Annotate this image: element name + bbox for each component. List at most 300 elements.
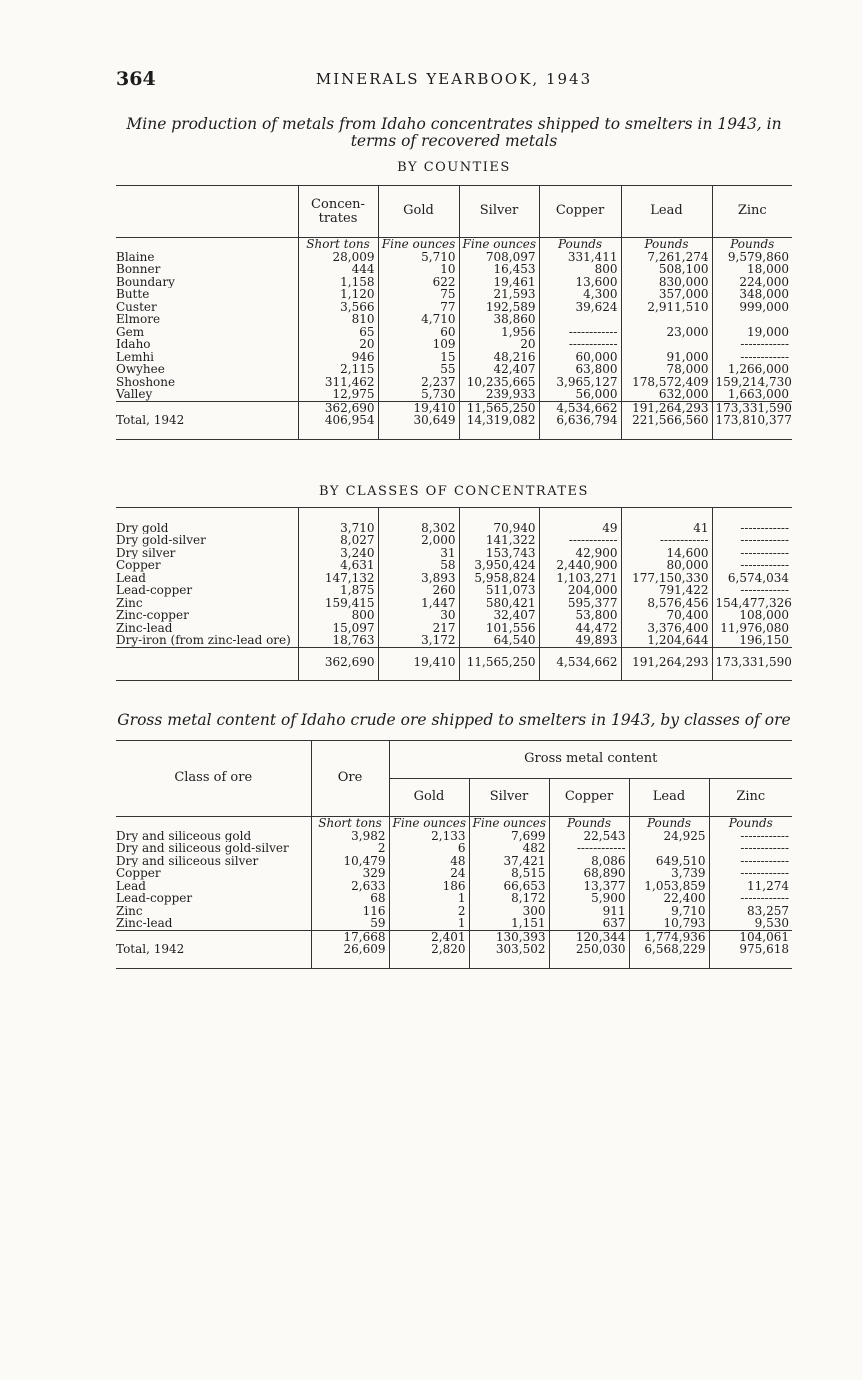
row-value: 9,579,860 xyxy=(712,251,792,264)
row-value: 58 xyxy=(378,559,459,572)
unit-label: Pounds xyxy=(629,817,709,830)
row-value: 1,158 xyxy=(298,276,378,289)
row-value: 8,086 xyxy=(549,855,629,868)
row-value: 3,950,424 xyxy=(459,559,539,572)
table-row xyxy=(116,609,792,622)
row-value: 329 xyxy=(311,867,389,880)
table-row xyxy=(116,338,792,351)
row-value: 153,743 xyxy=(459,547,539,560)
row-value: 19,410 xyxy=(378,401,459,414)
row-label: Boundary xyxy=(116,275,175,288)
row-value: ------------ xyxy=(712,534,792,547)
row-value: 999,000 xyxy=(712,301,792,314)
row-value: 173,331,590 xyxy=(712,401,792,414)
row-value: 11,274 xyxy=(709,880,792,893)
row-label: Dry silver xyxy=(116,546,176,559)
row-value: 108,000 xyxy=(712,609,792,622)
row-value: 791,422 xyxy=(621,584,712,597)
table-row xyxy=(116,917,792,930)
row-value: 2,115 xyxy=(298,363,378,376)
row-value: 39,624 xyxy=(539,301,621,314)
row-value: 2 xyxy=(311,842,389,855)
row-value: 2,820 xyxy=(389,943,469,968)
row-value: 3,965,127 xyxy=(539,376,621,389)
row-label: Total, 1942 xyxy=(116,414,185,427)
row-value: 141,322 xyxy=(459,534,539,547)
row-value: 8,515 xyxy=(469,867,549,880)
table-row xyxy=(116,830,792,843)
row-value: 49,893 xyxy=(539,634,621,647)
row-label: Dry gold xyxy=(116,521,169,534)
row-value: 482 xyxy=(469,842,549,855)
row-value: 406,954 xyxy=(298,414,378,439)
header-copper: Copper xyxy=(539,186,621,238)
row-value: 946 xyxy=(298,351,378,364)
section-by-counties: BY COUNTIES xyxy=(397,160,511,175)
units-row xyxy=(116,817,792,830)
row-value: 70,940 xyxy=(459,522,539,535)
row-value: 1,774,936 xyxy=(629,930,709,943)
header-lead: Lead xyxy=(621,186,712,238)
row-value: 49 xyxy=(539,522,621,535)
row-value: 6,636,794 xyxy=(539,414,621,439)
row-value: 48 xyxy=(389,855,469,868)
row-value: 2,401 xyxy=(389,930,469,943)
row-value: 7,699 xyxy=(469,830,549,843)
table-row xyxy=(116,892,792,905)
row-label: Blaine xyxy=(116,250,155,263)
row-value: 191,264,293 xyxy=(621,401,712,414)
row-label: Lead xyxy=(116,571,146,584)
row-value: 42,407 xyxy=(459,363,539,376)
table-row xyxy=(116,301,792,314)
row-value: 6,574,034 xyxy=(712,572,792,585)
row-value: 13,600 xyxy=(539,276,621,289)
row-value: 2,911,510 xyxy=(621,301,712,314)
row-value: 311,462 xyxy=(298,376,378,389)
total-row xyxy=(116,647,792,681)
row-label: Zinc-lead xyxy=(116,621,173,634)
row-value: 1,103,271 xyxy=(539,572,621,585)
row-value: 511,073 xyxy=(459,584,539,597)
row-value: ------------ xyxy=(712,338,792,351)
row-value: 830,000 xyxy=(621,276,712,289)
spacer-row xyxy=(116,508,792,522)
row-value: ------------ xyxy=(539,338,621,351)
row-value: 911 xyxy=(549,905,629,918)
row-value: 173,331,590 xyxy=(712,647,792,681)
row-value: 1,204,644 xyxy=(621,634,712,647)
row-value: ------------ xyxy=(709,855,792,868)
row-value: 649,510 xyxy=(629,855,709,868)
row-value: 2,000 xyxy=(378,534,459,547)
row-label xyxy=(116,238,298,251)
header-silver: Silver xyxy=(469,779,549,817)
row-value: 44,472 xyxy=(539,622,621,635)
row-label: Bonner xyxy=(116,263,161,276)
header-lead: Lead xyxy=(629,779,709,817)
row-value: 3,739 xyxy=(629,867,709,880)
table2-title: Gross metal content of Idaho crude ore shipped to smelters in 1943, by classes of ore xyxy=(117,711,791,729)
row-value: 800 xyxy=(539,263,621,276)
row-value: 19,461 xyxy=(459,276,539,289)
units-row xyxy=(116,238,792,251)
row-value: ------------ xyxy=(539,326,621,339)
row-value: 55 xyxy=(378,363,459,376)
row-value: 8,576,456 xyxy=(621,597,712,610)
row-value: 30,649 xyxy=(378,414,459,439)
row-label: Zinc-copper xyxy=(116,609,189,622)
row-value: 109 xyxy=(378,338,459,351)
row-value: 331,411 xyxy=(539,251,621,264)
table-row xyxy=(116,351,792,364)
row-value: Fine ounces xyxy=(459,238,539,251)
row-label: Elmore xyxy=(116,313,161,326)
page-number: 364 xyxy=(116,68,156,90)
table-row xyxy=(116,313,792,326)
row-value: 91,000 xyxy=(621,351,712,364)
row-value: Fine ounces xyxy=(378,238,459,251)
row-value: ------------ xyxy=(712,351,792,364)
total-1942-row xyxy=(116,943,792,968)
row-value: 6,568,229 xyxy=(629,943,709,968)
row-value: 68,890 xyxy=(549,867,629,880)
row-label: Lead xyxy=(116,879,146,892)
row-value: 41 xyxy=(621,522,712,535)
row-label: Dry and siliceous silver xyxy=(116,854,259,867)
row-label: Copper xyxy=(116,867,161,880)
row-value: 508,100 xyxy=(621,263,712,276)
row-value: 800 xyxy=(298,609,378,622)
row-value: 362,690 xyxy=(298,647,378,681)
header-concentrates: Concen- trates xyxy=(298,186,378,238)
row-value: 362,690 xyxy=(298,401,378,414)
unit-label: Short tons xyxy=(311,817,389,830)
row-value: 60,000 xyxy=(539,351,621,364)
row-value: 357,000 xyxy=(621,288,712,301)
table-row xyxy=(116,559,792,572)
row-label: Owyhee xyxy=(116,363,165,376)
table-row xyxy=(116,634,792,647)
row-value: 5,958,824 xyxy=(459,572,539,585)
row-value: ------------ xyxy=(709,830,792,843)
unit-label: Pounds xyxy=(549,817,629,830)
table-row xyxy=(116,522,792,535)
row-value: 38,860 xyxy=(459,313,539,326)
row-value: 975,618 xyxy=(709,943,792,968)
row-value xyxy=(539,508,621,522)
row-value: 192,589 xyxy=(459,301,539,314)
row-value: 5,730 xyxy=(378,388,459,401)
row-value: 303,502 xyxy=(469,943,549,968)
row-value: 31 xyxy=(378,547,459,560)
row-value: 10,793 xyxy=(629,917,709,930)
row-label: Copper xyxy=(116,559,161,572)
row-value: 101,556 xyxy=(459,622,539,635)
row-value: ------------ xyxy=(709,892,792,905)
row-value: 104,061 xyxy=(709,930,792,943)
row-value: 9,530 xyxy=(709,917,792,930)
row-value: 2 xyxy=(389,905,469,918)
unit-label: Fine ounces xyxy=(469,817,549,830)
header-blank xyxy=(116,186,298,238)
row-label: Lemhi xyxy=(116,350,155,363)
row-value: 191,264,293 xyxy=(621,647,712,681)
row-value xyxy=(298,508,378,522)
row-value: 217 xyxy=(378,622,459,635)
page-header xyxy=(116,68,792,90)
row-value: ------------ xyxy=(709,842,792,855)
row-value: 22,400 xyxy=(629,892,709,905)
row-value xyxy=(621,508,712,522)
row-label: Valley xyxy=(116,388,153,401)
header-silver: Silver xyxy=(459,186,539,238)
row-value: 26,609 xyxy=(311,943,389,968)
row-value xyxy=(539,313,621,326)
row-value: 15,097 xyxy=(298,622,378,635)
table-row xyxy=(116,326,792,339)
total-row xyxy=(116,401,792,414)
row-value: 1 xyxy=(389,917,469,930)
row-label: Lead-copper xyxy=(116,584,193,597)
row-label: Zinc-lead xyxy=(116,917,173,930)
row-value: ------------ xyxy=(712,559,792,572)
row-value: 300 xyxy=(469,905,549,918)
row-value: 250,030 xyxy=(549,943,629,968)
row-value: 1,053,859 xyxy=(629,880,709,893)
row-value xyxy=(621,313,712,326)
table-row xyxy=(116,288,792,301)
table1-title xyxy=(116,116,792,150)
header-gold: Gold xyxy=(389,779,469,817)
row-value: 14,319,082 xyxy=(459,414,539,439)
row-value: 177,150,330 xyxy=(621,572,712,585)
row-value: ------------ xyxy=(712,547,792,560)
row-value: 1,447 xyxy=(378,597,459,610)
row-value: 1,875 xyxy=(298,584,378,597)
row-value: 2,133 xyxy=(389,830,469,843)
row-value: 12,975 xyxy=(298,388,378,401)
row-value: 5,900 xyxy=(549,892,629,905)
row-value: 196,150 xyxy=(712,634,792,647)
row-value: 810 xyxy=(298,313,378,326)
table-row xyxy=(116,842,792,855)
header-zinc: Zinc xyxy=(712,186,792,238)
row-value: 3,172 xyxy=(378,634,459,647)
table-row xyxy=(116,597,792,610)
row-value: 116 xyxy=(311,905,389,918)
row-value: 3,566 xyxy=(298,301,378,314)
row-value: 11,565,250 xyxy=(459,647,539,681)
header-class-of-ore: Class of ore xyxy=(116,741,311,817)
row-label: Idaho xyxy=(116,338,151,351)
header-gold: Gold xyxy=(378,186,459,238)
row-value: 37,421 xyxy=(469,855,549,868)
row-value: 23,000 xyxy=(621,326,712,339)
row-label xyxy=(116,817,311,830)
row-value: 6 xyxy=(389,842,469,855)
total-1942-row xyxy=(116,414,792,439)
row-value: 14,600 xyxy=(621,547,712,560)
row-value: ------------ xyxy=(712,584,792,597)
gross-metal-content-table xyxy=(116,740,792,969)
table-row xyxy=(116,276,792,289)
row-value: 147,132 xyxy=(298,572,378,585)
row-value: 42,900 xyxy=(539,547,621,560)
row-value: 580,421 xyxy=(459,597,539,610)
row-value: 22,543 xyxy=(549,830,629,843)
row-value: Pounds xyxy=(539,238,621,251)
row-value: 4,534,662 xyxy=(539,647,621,681)
row-value: ------------ xyxy=(712,522,792,535)
row-value: 239,933 xyxy=(459,388,539,401)
row-value: 1,120 xyxy=(298,288,378,301)
row-value: 60 xyxy=(378,326,459,339)
row-value: 1,956 xyxy=(459,326,539,339)
row-value: 75 xyxy=(378,288,459,301)
table1-title-line2: terms of recovered metals xyxy=(350,132,558,150)
unit-label: Fine ounces xyxy=(389,817,469,830)
row-value: 21,593 xyxy=(459,288,539,301)
row-label xyxy=(116,401,298,414)
row-value: 178,572,409 xyxy=(621,376,712,389)
row-value: 24,925 xyxy=(629,830,709,843)
row-value: 3,893 xyxy=(378,572,459,585)
row-value: 159,214,730 xyxy=(712,376,792,389)
row-value: 444 xyxy=(298,263,378,276)
row-value: Pounds xyxy=(712,238,792,251)
row-value: 56,000 xyxy=(539,388,621,401)
header-zinc: Zinc xyxy=(709,779,792,817)
row-value: 11,565,250 xyxy=(459,401,539,414)
row-value: 154,477,326 xyxy=(712,597,792,610)
production-by-classes-table xyxy=(116,507,792,681)
header-gross-metal-content: Gross metal content xyxy=(389,741,792,779)
row-value: 348,000 xyxy=(712,288,792,301)
row-value xyxy=(378,508,459,522)
row-value: 3,710 xyxy=(298,522,378,535)
row-value: 83,257 xyxy=(709,905,792,918)
table-row xyxy=(116,376,792,389)
row-value: 11,976,080 xyxy=(712,622,792,635)
row-value: 130,393 xyxy=(469,930,549,943)
row-label: Dry gold-silver xyxy=(116,534,206,547)
row-value: 66,653 xyxy=(469,880,549,893)
row-value xyxy=(629,842,709,855)
row-value: 1,151 xyxy=(469,917,549,930)
row-value: 4,300 xyxy=(539,288,621,301)
row-value: ------------ xyxy=(539,534,621,547)
row-value: 18,763 xyxy=(298,634,378,647)
row-value: 59 xyxy=(311,917,389,930)
row-label: Zinc xyxy=(116,596,143,609)
row-value: 10,235,665 xyxy=(459,376,539,389)
row-value: Pounds xyxy=(621,238,712,251)
table-row xyxy=(116,363,792,376)
row-value: 120,344 xyxy=(549,930,629,943)
running-title: MINERALS YEARBOOK, 1943 xyxy=(315,70,593,88)
row-value: 204,000 xyxy=(539,584,621,597)
row-value: 2,237 xyxy=(378,376,459,389)
row-value: 78,000 xyxy=(621,363,712,376)
row-value xyxy=(459,508,539,522)
row-value: 64,540 xyxy=(459,634,539,647)
row-value: 63,800 xyxy=(539,363,621,376)
row-label: Dry-iron (from zinc-lead ore) xyxy=(116,634,291,647)
row-value: 622 xyxy=(378,276,459,289)
row-value: 3,240 xyxy=(298,547,378,560)
row-value: 65 xyxy=(298,326,378,339)
row-value: 80,000 xyxy=(621,559,712,572)
row-value: 10 xyxy=(378,263,459,276)
row-value: 4,631 xyxy=(298,559,378,572)
row-value: 10,479 xyxy=(311,855,389,868)
row-value: 32,407 xyxy=(459,609,539,622)
row-value: 24 xyxy=(389,867,469,880)
row-label: Butte xyxy=(116,288,150,301)
row-value: 20 xyxy=(298,338,378,351)
row-value: 637 xyxy=(549,917,629,930)
table-row xyxy=(116,263,792,276)
table1-title-line1: Mine production of metals from Idaho concentrates shipped to smelters in 1943, in xyxy=(126,115,782,133)
row-value: 8,027 xyxy=(298,534,378,547)
row-label: Dry and siliceous gold xyxy=(116,829,252,842)
row-value: 13,377 xyxy=(549,880,629,893)
row-value: 708,097 xyxy=(459,251,539,264)
row-value: 70,400 xyxy=(621,609,712,622)
row-value: 1 xyxy=(389,892,469,905)
row-value: 19,000 xyxy=(712,326,792,339)
production-by-counties-table xyxy=(116,185,792,440)
row-label: Lead-copper xyxy=(116,892,193,905)
row-label xyxy=(116,508,298,522)
row-label: Shoshone xyxy=(116,375,176,388)
row-value: 1,266,000 xyxy=(712,363,792,376)
row-label: Total, 1942 xyxy=(116,943,185,956)
header-ore: Ore xyxy=(311,741,389,817)
row-label xyxy=(116,930,311,943)
table-row xyxy=(116,572,792,585)
row-value: 8,172 xyxy=(469,892,549,905)
table-row xyxy=(116,905,792,918)
row-value: 77 xyxy=(378,301,459,314)
row-value: 8,302 xyxy=(378,522,459,535)
section-by-classes: BY CLASSES OF CONCENTRATES xyxy=(319,484,589,499)
table-row xyxy=(116,388,792,401)
row-value: ------------ xyxy=(709,867,792,880)
unit-label: Pounds xyxy=(709,817,792,830)
row-value: 2,440,900 xyxy=(539,559,621,572)
row-value: 186 xyxy=(389,880,469,893)
row-value: 53,800 xyxy=(539,609,621,622)
row-value: 159,415 xyxy=(298,597,378,610)
row-value xyxy=(621,338,712,351)
table-row xyxy=(116,622,792,635)
row-value: 16,453 xyxy=(459,263,539,276)
row-value: 632,000 xyxy=(621,388,712,401)
row-label: Zinc xyxy=(116,904,143,917)
row-value: 3,376,400 xyxy=(621,622,712,635)
row-value: ------------ xyxy=(621,534,712,547)
row-value xyxy=(712,313,792,326)
table-row xyxy=(116,251,792,264)
row-value: 260 xyxy=(378,584,459,597)
row-label: Custer xyxy=(116,300,157,313)
row-value: 173,810,377 xyxy=(712,414,792,439)
row-label: Dry and siliceous gold-silver xyxy=(116,842,289,855)
row-value: 9,710 xyxy=(629,905,709,918)
row-value: 19,410 xyxy=(378,647,459,681)
